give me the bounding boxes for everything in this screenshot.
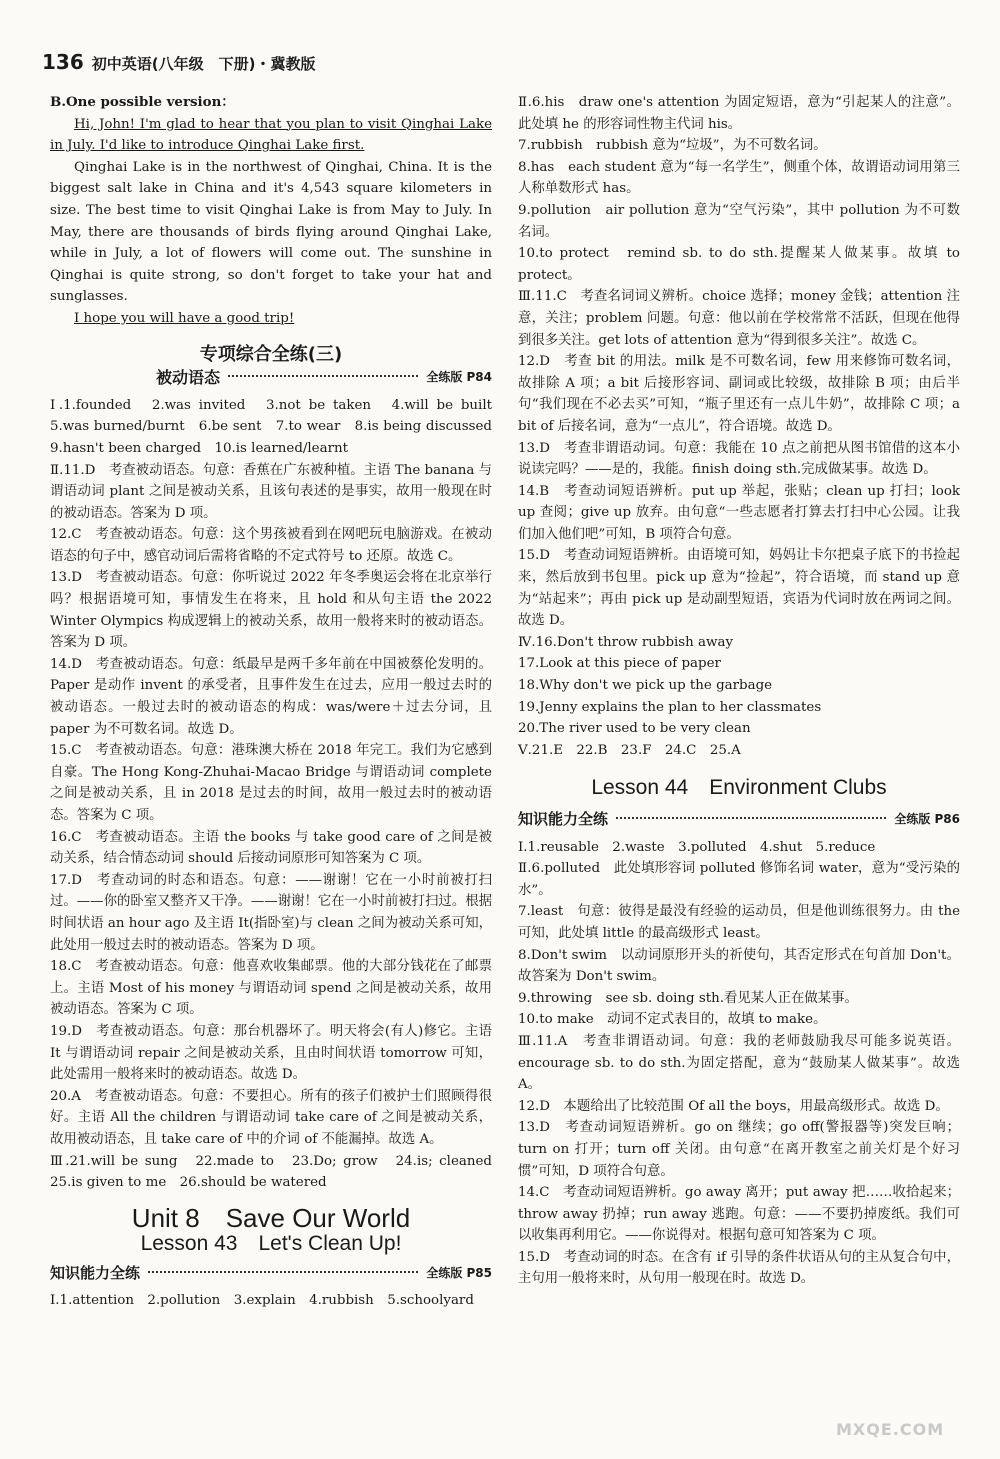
knowledge-label: 知识能力全练 (50, 1263, 141, 1282)
section-sub-row (50, 367, 492, 389)
section-subtitle: 被动语态 (156, 368, 221, 388)
knowledge-row (50, 1263, 492, 1285)
answer-item: Ⅱ.6.his draw one's attention 为固定短语，意为“引起某人的注意”。此处填 he 的形容词性物主代词 his。 (518, 95, 960, 132)
answer-item: 9.pollution air pollution 意为“空气污染”，其中 pollution 为不可数名词。 (518, 202, 960, 240)
answer-item: 20.A 考查被动语态。句意：不要担心。所有的孩子们被护士们照顾得很好。主语 All the children 与谓语动词 take care of 之间是被动关系，故用被动语态，且 take care of 中的介词 of 不能漏掉。故选 A。 (50, 1088, 492, 1147)
lesson-title: Lesson 43 Let's Clean Up! (140, 1232, 402, 1256)
leader-dots (228, 375, 418, 377)
answer-item: 17.D 考查动词的时态和语态。句意：——谢谢！它在一小时前被打扫过。——你的卧室又整齐又干净。——谢谢！它在一小时前被打扫过。根据时间状语 an hour ago 及主语 It(指卧室)与 clean 之间为被动关系可知，此处用一般过去时的被动语态。答案为 D 项。 (50, 872, 492, 953)
left-column (50, 92, 506, 1312)
book-title: 初中英语(八年级 下册)・冀教版 (91, 55, 316, 73)
writing-label: B.One possible version： (50, 94, 235, 110)
answer-item: Ⅲ.11.C 考查名词词义辨析。choice 选择；money 金钱；attention 注意，关注；problem 问题。句意：他以前在学校常常不活跃，但现在他得到很多关注。get lots of attention 意为“得到很多关注”。故选 C。 (518, 289, 960, 348)
answer-item: 7.least 句意：彼得是最没有经验的运动员，但是他训练很努力。由 the 可知，此处填 little 的最高级形式 least。 (518, 904, 960, 941)
answer-item: Ⅱ.6.polluted 此处填形容词 polluted 修饰名词 water，意为“受污染的水”。 (518, 861, 960, 898)
writing-line-3: I hope you will have a good trip! (74, 310, 295, 326)
answer-item: 19.Jenny explains the plan to her classmates (518, 699, 822, 715)
answer-item: Ⅰ.1.founded 2.was invited 3.not be taken 4.will be built 5.was burned/burnt 6.be sent 7.to wear 8.is being discussed 9.hasn't been charged 10.is learned/learnt (50, 397, 506, 456)
page-header (42, 50, 315, 74)
answer-item: 19.D 考查被动语态。句意：那台机器坏了。明天将会(有人)修它。主语 It 与谓语动词 repair 之间是被动关系，且由时间状语 tomorrow 可知，此处需用一般将来时的被动语态。故选 D。 (50, 1023, 492, 1083)
answer-item: 8.has each student 意为“每一名学生”，侧重个体，故谓语动词用第三人称单数形式 has。 (518, 159, 960, 197)
answer-item: 18.C 考查被动语态。句意：他喜欢收集邮票。他的大部分钱花在了邮票上。主语 Most of his money 与谓语动词 spend 之间是被动关系，故用被动语态。答案为 C 项。 (50, 959, 492, 1018)
unit-title: Unit 8 Save Our World (131, 1202, 411, 1233)
knowledge-ref: 全练版 P85 (426, 1265, 492, 1280)
knowledge-ref: 全练版 P86 (894, 812, 960, 826)
answer-item: 8.Don't swim 以动词原形开头的祈使句，其否定形式在句首加 Don't。故答案为 Don't swim。 (518, 947, 960, 985)
answer-item: Ⅲ.11.A 考查非谓语动词。句意：我的老师鼓励我尽可能多说英语。encourage sb. to do sth.为固定搭配，意为“鼓励某人做某事”。故选 A。 (518, 1033, 960, 1093)
answer-item: 13.D 考查非谓语动词。句意：我能在 10 点之前把从图书馆借的这本小说读完吗？——是的，我能。finish doing sth.完成做某事。故选 D。 (518, 440, 960, 478)
right-column (518, 92, 960, 1290)
knowledge-label: 知识能力全练 (518, 810, 609, 828)
leader-dots (616, 817, 886, 819)
section-ref: 全练版 P84 (426, 370, 492, 385)
answer-item: 15.D 考查动词短语辨析。由语境可知，妈妈让卡尔把桌子底下的书捡起来，然后放到书包里。pick up 意为“捡起”，符合语境，而 stand up 意为“站起来”；再由 pick up 是动副型短语，宾语为代词时放在两词之间。故选 D。 (518, 548, 960, 629)
answer-item: 14.D 考查被动语态。句意：纸最早是两千多年前在中国被蔡伦发明的。Paper 是动作 invent 的承受者，且事件发生在过去，应用一般过去时的被动语态。一般过去时的被动语态的构成：was/were＋过去分词，且 paper 为不可数名词。故选 D。 (50, 656, 492, 737)
answer-item: 17.Look at this piece of paper (518, 656, 721, 672)
answer-item: 18.Why don't we pick up the garbage (518, 678, 773, 694)
leader-dots (148, 1271, 418, 1273)
answer-item: Ⅴ.21.E 22.B 23.F 24.C 25.A (518, 742, 741, 758)
answer-item: 7.rubbish rubbish 意为“垃圾”，为不可数名词。 (518, 138, 827, 154)
answer-item: 15.D 考查动词的时态。在含有 if 引导的条件状语从句的主从复合句中，主句用一般将来时，从句用一般现在时。故选 D。 (518, 1249, 960, 1287)
knowledge-row (518, 809, 960, 831)
answer-item: 12.C 考查被动语态。句意：这个男孩被看到在网吧玩电脑游戏。在被动语态的句子中，感官动词后需将省略的不定式符号 to 还原。故选 C。 (50, 527, 492, 564)
answer-item: 12.D 考查 bit 的用法。milk 是不可数名词，few 用来修饰可数名词，故排除 A 项；a bit 后接形容词、副词或比较级，故排除 B 项；由后半句“我们现在不必去买”可知，“瓶子里还有一点儿牛奶”，故排除 C 项；a bit of 后接名词，意为“一点儿”，符合语境。故选 D。 (518, 354, 960, 434)
answer-item: 10.to protect remind sb. to do sth.提醒某人做某事。故填 to protect。 (518, 246, 960, 283)
answer-item: 16.C 考查被动语态。主语 the books 与 take good care of 之间是被动关系，结合情态动词 should 后接动词原形可知答案为 C 项。 (50, 829, 492, 867)
lesson-title: Lesson 44 Environment Clubs (591, 776, 887, 800)
answer-item: Ⅳ.16.Don't throw rubbish away (518, 634, 734, 650)
answer-item: 10.to make 动词不定式表目的，故填 to make。 (518, 1012, 827, 1028)
answer-item: Ⅲ.21.will be sung 22.made to 23.Do; grow 24.is; cleaned 25.is given to me 26.should be watered (50, 1153, 506, 1191)
answer-item: 13.D 考查被动语态。句意：你听说过 2022 年冬季奥运会将在北京举行吗？根据语境可知，事情发生在将来，且 hold 和从句主语 the 2022 Winter Olympics 构成逻辑上的被动关系，故用一般将来时的被动语态。答案为 D 项。 (50, 570, 492, 651)
answer-item: 20.The river used to be very clean (518, 721, 751, 737)
section-title: 专项综合全练(三) (199, 343, 343, 365)
answer-item: 14.C 考查动词短语辨析。go away 离开；put away 把……收拾起来；throw away 扔掉；run away 逃跑。句意：——不要扔掉废纸。我们可以收集再利用它。——你说得对。根据句意可知答案为 C 项。 (518, 1185, 960, 1244)
answer-item: Ⅱ.11.D 考查被动语态。句意：香蕉在广东被种植。主语 The banana 与谓语动词 plant 之间是被动关系，且该句表述的是事实，故用一般现在时的被动语态。答案为 D 项。 (50, 462, 492, 521)
writing-line-1: Hi, John! I'm glad to hear that you plan to visit Qinghai Lake in July. I'd like to introduce Qinghai Lake first. (50, 116, 492, 154)
answer-item: Ⅰ.1.reusable 2.waste 3.polluted 4.shut 5.reduce (518, 839, 876, 855)
answer-item: 14.B 考查动词短语辨析。put up 举起，张贴；clean up 打扫；look up 查阅；give up 放弃。由句意“一些志愿者打算去打扫中心公园。让我们加入他们吧”可知，B 项符合句意。 (518, 483, 960, 542)
page-number: 136 (42, 50, 84, 74)
writing-line-2: Qinghai Lake is in the northwest of Qinghai, China. It is the biggest salt lake in China and it's 4,543 square kilometers in size. The best time to visit Qinghai Lake is from May to July. In May, there are thousands of birds flying around Qinghai Lake, while in July, a lot of flowers will come out. The sunshine in Qinghai is quite strong, so don't forget to take your hat and sunglasses. (50, 159, 492, 305)
answer-item: 12.D 本题给出了比较范围 Of all the boys，用最高级形式。故选 D。 (518, 1098, 949, 1114)
answer-item: 9.throwing see sb. doing sth.看见某人正在做某事。 (518, 990, 858, 1006)
answer-item: 13.D 考查动词短语辨析。go on 继续；go off(警报器等)突发巨响；turn on 打开；turn off 关闭。由句意“在离开教室之前关灯是个好习惯”可知，D 项符合句意。 (518, 1120, 960, 1179)
answer-item: 15.C 考查被动语态。句意：港珠澳大桥在 2018 年完工。我们为它感到自豪。The Hong Kong-Zhuhai-Macao Bridge 与谓语动词 complete 之间是被动关系，且 in 2018 是过去的时间，故用一般过去时的被动语态。答案为 C 项。 (50, 743, 492, 823)
answer-item: Ⅰ.1.attention 2.pollution 3.explain 4.rubbish 5.schoolyard (50, 1293, 474, 1309)
watermark: MXQE.COM (836, 1420, 945, 1439)
